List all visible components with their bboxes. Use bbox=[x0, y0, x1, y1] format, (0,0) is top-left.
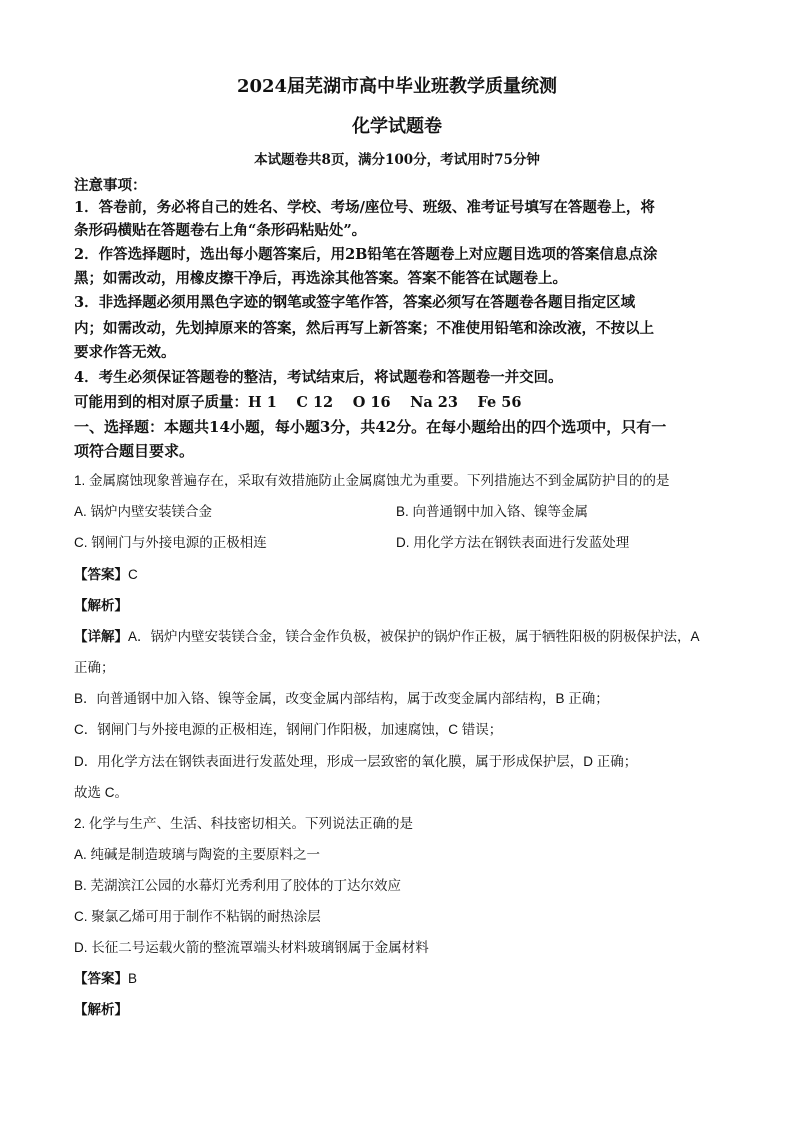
answer-tag: 【答案】 bbox=[74, 971, 128, 986]
question-1-conclusion: 故选 C。 bbox=[74, 785, 128, 800]
exam-title: 2024届芜湖市高中毕业班教学质量统测 bbox=[236, 76, 558, 97]
notice-item-1-line-1: 1．答卷前，务必将自己的姓名、学校、考场/座位号、班级、准考证号填写在答题卷上，将 bbox=[74, 199, 655, 216]
notice-item-4: 4．考生必须保证答题卷的整洁，考试结束后，将试题卷和答题卷一并交回。 bbox=[74, 369, 563, 386]
question-2-answer bbox=[74, 969, 734, 989]
question-1-option-c: C. 钢闸门与外接电源的正极相连 bbox=[74, 535, 267, 550]
question-2-option-a: A. 纯碱是制造玻璃与陶瓷的主要原料之一 bbox=[74, 847, 321, 862]
question-1-stem: 1. 金属腐蚀现象普遍存在，采取有效措施防止金属腐蚀尤为重要。下列措施达不到金属防护目的的是 bbox=[74, 473, 670, 488]
question-1-option-a: A. 锅炉内壁安装镁合金 bbox=[74, 504, 213, 519]
question-1-option-b: B. 向普通钢中加入铬、镍等金属 bbox=[396, 504, 589, 519]
notice-item-3-line-1: 3．非选择题必须用黑色字迹的钢笔或签字笔作答，答案必须写在答题卷各题目指定区域 bbox=[74, 294, 636, 311]
question-1-option-d: D. 用化学方法在钢铁表面进行发蓝处理 bbox=[396, 535, 630, 550]
atomic-masses: 可能用到的相对原子质量：H 1 C 12 O 16 Na 23 Fe 56 bbox=[74, 394, 522, 411]
question-2-option-b: B. 芜湖滨江公园的水幕灯光秀利用了胶体的丁达尔效应 bbox=[74, 878, 402, 893]
question-2-option-c: C. 聚氯乙烯可用于制作不粘锅的耐热涂层 bbox=[74, 909, 321, 924]
answer-value: C bbox=[128, 567, 138, 582]
question-2-analysis-tag: 【解析】 bbox=[74, 1002, 128, 1017]
question-1-detail-a-line-2: 正确； bbox=[74, 660, 115, 675]
notice-item-2-line-2: 黑；如需改动，用橡皮擦干净后，再选涂其他答案。答案不能答在试题卷上。 bbox=[74, 270, 567, 287]
question-2-option-d: D. 长征二号运载火箭的整流罩端头材料玻璃钢属于金属材料 bbox=[74, 940, 429, 955]
detail-tag: 【详解】 bbox=[74, 629, 128, 644]
question-1-detail-b: B．向普通钢中加入铬、镍等金属，改变金属内部结构，属于改变金属内部结构，B 正确； bbox=[74, 691, 609, 706]
question-1-detail-d: D．用化学方法在钢铁表面进行发蓝处理，形成一层致密的氧化膜，属于形成保护层，D 正确； bbox=[74, 754, 638, 769]
section-heading-line-1: 一、选择题：本题共14小题，每小题3分，共42分。在每小题给出的四个选项中，只有一 bbox=[74, 418, 667, 436]
notice-item-2-line-1: 2．作答选择题时，选出每小题答案后，用2B铅笔在答题卷上对应题目选项的答案信息点涂 bbox=[74, 246, 658, 263]
notice-item-3-line-2: 内；如需改动，先划掉原来的答案，然后再写上新答案；不准使用铅笔和涂改液，不按以上 bbox=[74, 320, 654, 337]
question-1-answer bbox=[74, 565, 734, 585]
question-2-stem: 2. 化学与生产、生活、科技密切相关。下列说法正确的是 bbox=[74, 816, 414, 831]
answer-value: B bbox=[128, 971, 138, 986]
question-1-detail-a bbox=[74, 627, 734, 647]
notice-heading: 注意事项： bbox=[74, 177, 147, 194]
section-heading-line-2: 项符合题目要求。 bbox=[74, 442, 195, 460]
exam-info: 本试题卷共8页，满分100分，考试用时75分钟 bbox=[254, 152, 540, 168]
detail-a-line-1: A．锅炉内壁安装镁合金，镁合金作负极，被保护的锅炉作正极，属于牺牲阳极的阴极保护法，A bbox=[128, 629, 700, 644]
subject-title: 化学试题卷 bbox=[352, 116, 442, 137]
question-1-analysis-tag: 【解析】 bbox=[74, 598, 128, 613]
question-1-detail-c: C．钢闸门与外接电源的正极相连，钢闸门作阳极，加速腐蚀，C 错误； bbox=[74, 722, 503, 737]
answer-tag: 【答案】 bbox=[74, 567, 128, 582]
notice-item-3-line-3: 要求作答无效。 bbox=[74, 344, 176, 361]
notice-item-1-line-2: 条形码横贴在答题卷右上角“条形码粘贴处”。 bbox=[74, 222, 367, 239]
